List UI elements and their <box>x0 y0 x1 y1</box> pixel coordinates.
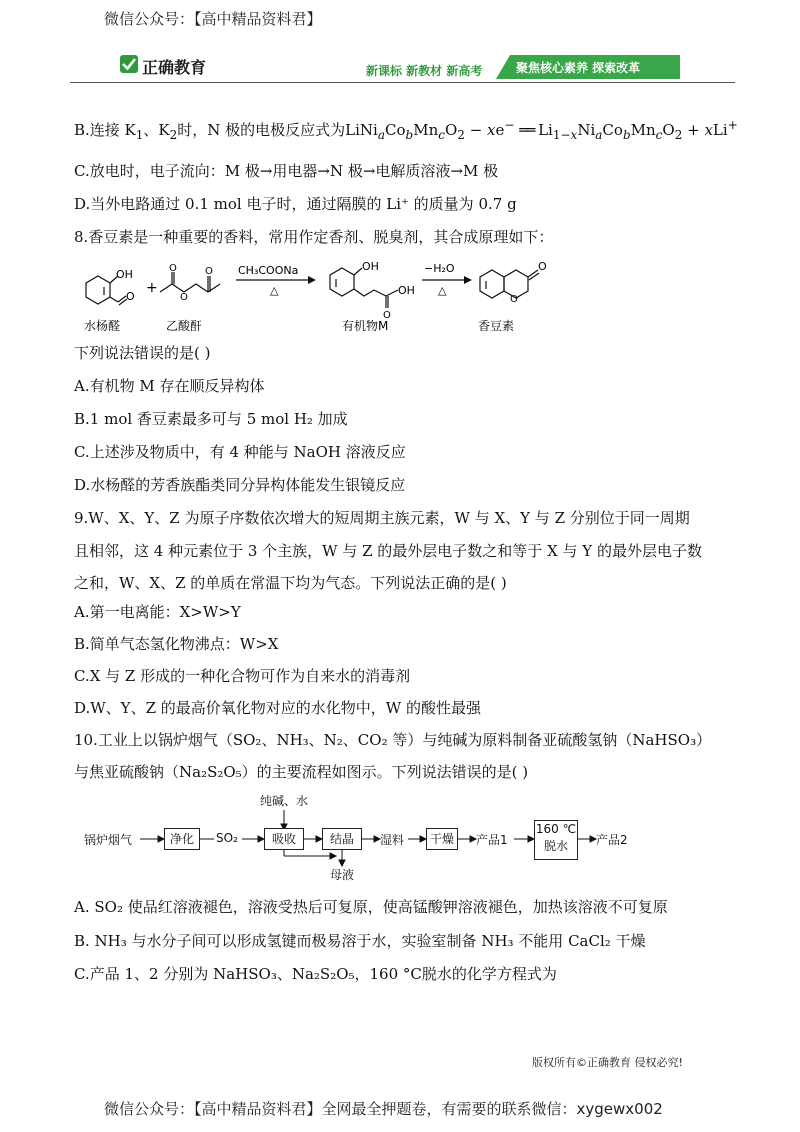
q10-flowchart <box>84 788 684 880</box>
q9-option-b: B.简单气态氢化物沸点：W>X <box>74 635 279 653</box>
copyright-notice: 版权所有©正确教育 侵权必究! <box>532 1056 683 1069</box>
header-divider <box>70 82 735 83</box>
flow-so2: SO₂ <box>216 831 238 845</box>
svg-text:OH: OH <box>116 268 133 281</box>
svg-text:OH: OH <box>362 260 379 273</box>
header-banner <box>496 55 680 79</box>
svg-text:O: O <box>180 292 188 303</box>
svg-text:△: △ <box>438 284 447 297</box>
reagent-2: −H₂O <box>424 262 455 275</box>
svg-text:+: + <box>146 280 158 296</box>
flow-product-1: 产品1 <box>476 833 508 847</box>
q9-stem-line2: 且相邻，这 4 种元素位于 3 个主族，W 与 Z 的最外层电子数之和等于 X 与 Y 的最外层电子数 <box>74 542 702 560</box>
q7-option-d: D.当外电路通过 0.1 mol 电子时，通过隔膜的 Li⁺ 的质量为 0.7 g <box>74 195 517 213</box>
flow-step-purify: 净化 <box>164 828 200 850</box>
flow-step-crystallize: 结晶 <box>322 828 362 850</box>
svg-text:O: O <box>169 263 177 274</box>
q10-option-c: C.产品 1、2 分别为 NaHSO₃、Na₂S₂O₅，160 °C脱水的化学方程式为 <box>74 965 557 983</box>
svg-text:OH: OH <box>398 284 415 297</box>
q8-option-b: B.1 mol 香豆素最多可与 5 mol H₂ 加成 <box>74 410 348 428</box>
q9-option-a: A.第一电离能：X>W>Y <box>74 603 241 621</box>
q10-option-b: B. NH₃ 与水分子间可以形成氢键而极易溶于水，实验室制备 NH₃ 不能用 CaCl₂ 干燥 <box>74 932 646 950</box>
q9-stem-line3: 之和，W、X、Z 的单质在常温下均为气态。下列说法正确的是( ) <box>74 574 507 592</box>
svg-text:△: △ <box>270 284 279 297</box>
flow-input: 锅炉烟气 <box>84 833 133 847</box>
q8-option-d: D.水杨醛的芳香族酯类同分异构体能发生银镜反应 <box>74 476 406 494</box>
flow-wet-material: 湿料 <box>380 833 405 847</box>
q8-option-a: A.有机物 M 存在顺反异构体 <box>74 377 265 395</box>
q10-option-a: A. SO₂ 使品红溶液褪色，溶液受热后可复原，使高锰酸钾溶液褪色，加热该溶液不可复原 <box>74 898 668 916</box>
flow-step-dehydrate: 160 ℃ 脱水 <box>534 820 578 860</box>
label-acetic-anhydride: 乙酸酐 <box>166 319 203 333</box>
svg-text:O: O <box>383 310 391 321</box>
top-watermark: 微信公众号：【高中精品资料君】 <box>104 10 322 28</box>
svg-text:O: O <box>205 266 213 277</box>
label-compound-m: 有机物M <box>342 319 389 333</box>
q7-option-b: B.连接 $K_1$、$K_2$时，N 极的电极反应式为$LiNi_aCo_bMn_cO_2 - xe^-$ ══ $Li_{1-x}Ni_aCo_bMn_cO_2 + xLi^+$ <box>74 118 738 142</box>
flow-product-2: 产品2 <box>596 833 628 847</box>
brand-name: 正确教育 <box>142 58 207 77</box>
q9-stem-line1: 9.W、X、Y、Z 为原子序数依次增大的短周期主族元素，W 与 X、Y 与 Z 分别位于同一周期 <box>74 509 690 527</box>
q8-option-c: C.上述涉及物质中，有 4 种能与 NaOH 溶液反应 <box>74 443 406 461</box>
q8-ask: 下列说法错误的是( ) <box>74 344 211 362</box>
svg-text:O: O <box>538 260 547 273</box>
reagent-1: CH₃COONa <box>238 264 299 277</box>
svg-text:O: O <box>126 290 135 303</box>
q10-stem-line1: 10.工业上以锅炉烟气（SO₂、NH₃、N₂、CO₂ 等）与纯碱为原料制备亚硫酸氢钠（NaHSO₃） <box>74 731 712 749</box>
label-coumarin: 香豆素 <box>478 319 515 333</box>
q10-stem-line2: 与焦亚硫酸钠（Na₂S₂O₅）的主要流程如图示。下列说法错误的是( ) <box>74 763 529 781</box>
svg-text:O: O <box>510 294 518 305</box>
header-tags: 新课标 新教材 新高考 <box>366 64 483 78</box>
label-salicylaldehyde: 水杨醛 <box>84 319 121 333</box>
header-banner-text: 聚焦核心素养 探索改革 <box>516 61 641 75</box>
compound-m-structure <box>330 268 398 308</box>
flow-step-dry: 干燥 <box>426 828 458 850</box>
q9-option-c: C.X 与 Z 形成的一种化合物可作为自来水的消毒剂 <box>74 667 411 685</box>
q7-option-c: C.放电时，电子流向：M 极→用电器→N 极→电解质溶液→M 极 <box>74 162 499 180</box>
flow-mother-liquor: 母液 <box>330 868 355 882</box>
flow-step-absorb: 吸收 <box>264 828 304 850</box>
q9-option-d: D.W、Y、Z 的最高价氧化物对应的水化物中，W 的酸性最强 <box>74 699 481 717</box>
bottom-watermark: 微信公众号：【高中精品资料君】全网最全押题卷，有需要的联系微信：xygewx002 <box>104 1100 663 1118</box>
q8-stem: 8.香豆素是一种重要的香料，常用作定香剂、脱臭剂，其合成原理如下： <box>74 228 554 246</box>
check-logo-icon <box>120 55 138 73</box>
q8-reaction-scheme <box>74 254 574 334</box>
flow-feed: 纯碱、水 <box>260 794 309 808</box>
